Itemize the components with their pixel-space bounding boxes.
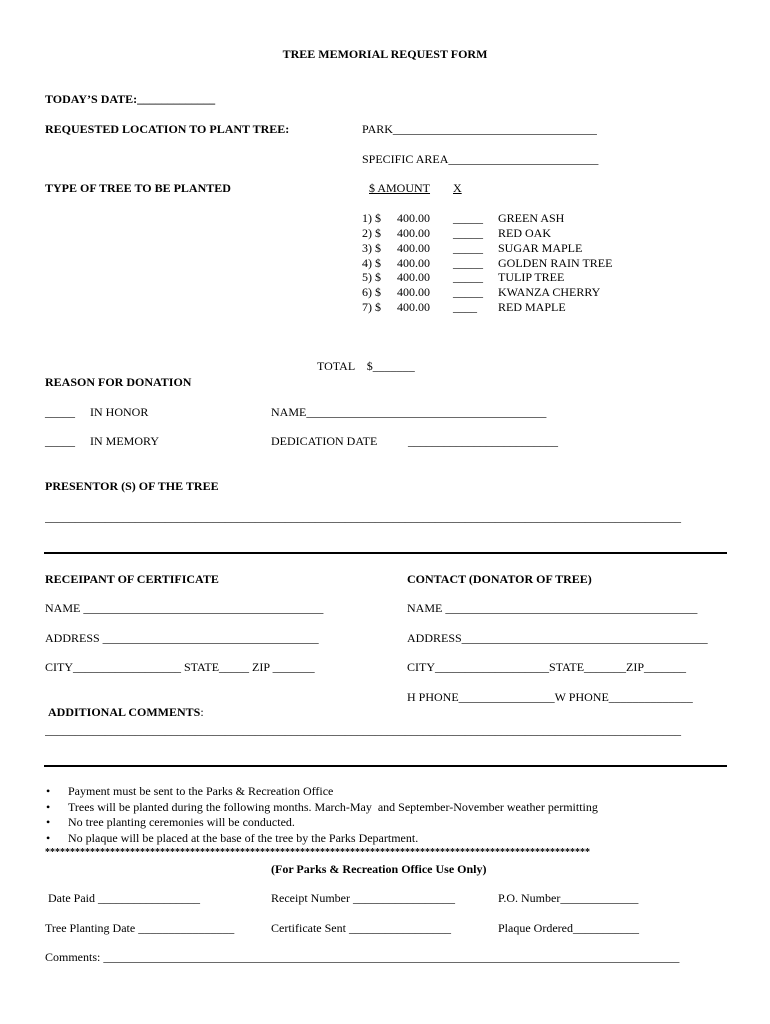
option-amount: 400.00 (397, 256, 430, 270)
tree-planting-date-field[interactable]: Tree Planting Date ________________ (45, 921, 235, 935)
option-tree-name: GOLDEN RAIN TREE (498, 256, 613, 270)
option-tree-name: SUGAR MAPLE (498, 241, 583, 255)
total-field[interactable]: TOTAL $_______ (317, 359, 415, 373)
option-tree-name: RED MAPLE (498, 300, 566, 314)
contact-city-state-zip-field[interactable]: CITY___________________STATE_______ZIP_______ (407, 660, 687, 674)
todays-date-field[interactable]: TODAY’S DATE:_____________ (45, 92, 216, 106)
option-check-blank[interactable]: _____ (453, 241, 483, 255)
additional-comments-colon: : (200, 705, 204, 719)
option-tree-name: GREEN ASH (498, 211, 565, 225)
in-memory-label: IN MEMORY (90, 434, 160, 448)
option-amount: 400.00 (397, 226, 430, 240)
in-memory-blank[interactable]: _____ (45, 434, 75, 448)
star-divider: ************************************************************************************************************* (45, 847, 590, 858)
office-use-heading: (For Parks & Recreation Office Use Only) (271, 862, 487, 876)
note-item: • Trees will be planted during the following months. March-May and September-November weather permitting (68, 800, 598, 814)
option-amount: 400.00 (397, 241, 430, 255)
option-amount: 400.00 (397, 285, 430, 299)
tree-type-label: TYPE OF TREE TO BE PLANTED (45, 181, 231, 195)
note-item: • No tree planting ceremonies will be conducted. (68, 815, 295, 829)
note-item: • No plaque will be placed at the base of the tree by the Parks Department. (68, 831, 418, 845)
in-honor-blank[interactable]: _____ (45, 405, 75, 419)
contact-address-field[interactable]: ADDRESS_________________________________________ (407, 631, 708, 645)
contact-label: CONTACT (DONATOR OF TREE) (407, 572, 592, 586)
option-check-blank[interactable]: _____ (453, 226, 483, 240)
option-check-blank[interactable]: _____ (453, 256, 483, 270)
x-header: X (453, 181, 462, 195)
in-honor-label: IN HONOR (90, 405, 149, 419)
reason-label: REASON FOR DONATION (45, 375, 192, 389)
option-check-blank[interactable]: ____ (453, 300, 477, 314)
recipient-name-field[interactable]: NAME ________________________________________ (45, 601, 324, 615)
option-number: 3) $ (362, 241, 381, 255)
option-number: 5) $ (362, 270, 381, 284)
office-comments-field[interactable]: Comments: ________________________________________________________________________________________________ (45, 950, 680, 964)
option-tree-name: RED OAK (498, 226, 551, 240)
section-divider (44, 765, 727, 767)
recipient-label: RECEIPANT OF CERTIFICATE (45, 572, 219, 586)
presentor-line-field[interactable]: __________________________________________________________________________________________________________ (45, 510, 681, 524)
presentor-label: PRESENTOR (S) OF THE TREE (45, 479, 219, 493)
option-check-blank[interactable]: _____ (453, 270, 483, 284)
note-item: • Payment must be sent to the Parks & Recreation Office (68, 784, 333, 798)
option-amount: 400.00 (397, 300, 430, 314)
option-tree-name: KWANZA CHERRY (498, 285, 601, 299)
option-number: 1) $ (362, 211, 381, 225)
date-paid-field[interactable]: Date Paid _________________ (48, 891, 200, 905)
certificate-sent-field[interactable]: Certificate Sent _________________ (271, 921, 451, 935)
option-amount: 400.00 (397, 211, 430, 225)
option-number: 4) $ (362, 256, 381, 270)
option-check-blank[interactable]: _____ (453, 285, 483, 299)
option-tree-name: TULIP TREE (498, 270, 565, 284)
additional-comments-field[interactable]: __________________________________________________________________________________________________________ (45, 723, 681, 737)
option-number: 6) $ (362, 285, 381, 299)
page-title: TREE MEMORIAL REQUEST FORM (282, 47, 488, 61)
specific-area-field[interactable]: SPECIFIC AREA_________________________ (362, 152, 599, 166)
section-divider (44, 552, 727, 554)
contact-name-field[interactable]: NAME __________________________________________ (407, 601, 698, 615)
plaque-ordered-field[interactable]: Plaque Ordered___________ (498, 921, 639, 935)
dedication-date-field[interactable]: _________________________ (408, 434, 558, 448)
amount-header: $ AMOUNT (369, 181, 431, 195)
po-number-field[interactable]: P.O. Number_____________ (498, 891, 639, 905)
recipient-address-field[interactable]: ADDRESS ____________________________________ (45, 631, 319, 645)
additional-comments-heading (48, 705, 204, 719)
receipt-number-field[interactable]: Receipt Number _________________ (271, 891, 455, 905)
option-number: 7) $ (362, 300, 381, 314)
honoree-name-field[interactable]: NAME________________________________________ (271, 405, 547, 419)
requested-location-label: REQUESTED LOCATION TO PLANT TREE: (45, 122, 290, 136)
dedication-date-label: DEDICATION DATE (271, 434, 378, 448)
option-number: 2) $ (362, 226, 381, 240)
additional-comments-label: ADDITIONAL COMMENTS (48, 705, 201, 719)
park-field[interactable]: PARK__________________________________ (362, 122, 597, 136)
option-amount: 400.00 (397, 270, 430, 284)
recipient-city-state-zip-field[interactable]: CITY__________________ STATE_____ ZIP _______ (45, 660, 315, 674)
option-check-blank[interactable]: _____ (453, 211, 483, 225)
contact-phone-field[interactable]: H PHONE________________W PHONE______________ (407, 690, 693, 704)
